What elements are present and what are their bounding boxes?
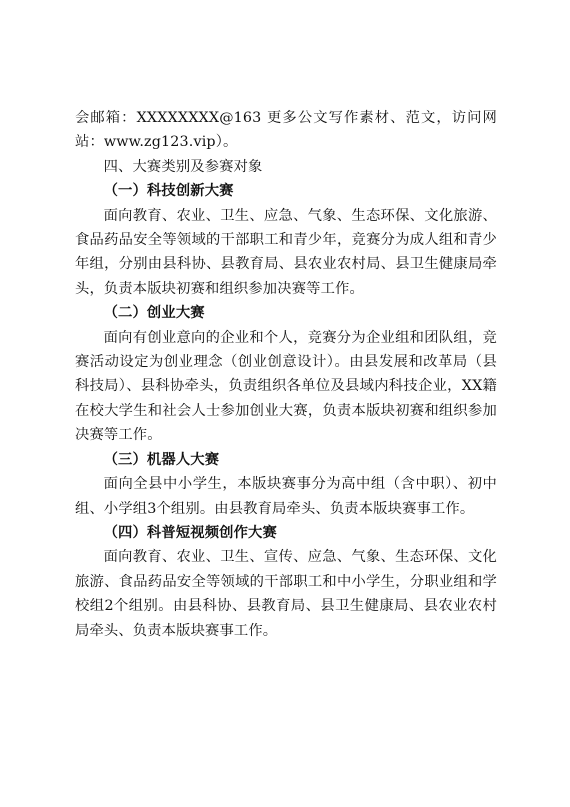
category-body-short-video: 面向教育、农业、卫生、宣传、应急、气象、生态环保、文化旅游、食品药品安全等领域的干部职工和中小学生，分职业组和学校组2个组别。由县科协、县教育局、县卫生健康局、县农业农村局牵头、负责本版块赛事工作。 — [75, 549, 497, 639]
section-title: 四、大赛类别及参赛对象 — [103, 158, 263, 175]
document-body — [75, 106, 497, 643]
category-title-entrepreneurship: （二）创业大赛 — [103, 305, 205, 322]
category-body-tech-innovation: 面向教育、农业、卫生、应急、气象、生态环保、文化旅游、食品药品安全等领域的干部职工和青少年，竞赛分为成人组和青少年组，分别由县科协、县教育局、县农业农村局、县卫生健康局牵头，负责本版块初赛和组织参加决赛等工作。 — [75, 207, 497, 297]
category-title-robotics: （三）机器人大赛 — [103, 451, 220, 468]
category-body-entrepreneurship: 面向有创业意向的企业和个人，竞赛分为企业组和团队组，竞赛活动设定为创业理念（创业创意设计）。由县发展和改革局（县科技局）、县科协牵头，负责组织各单位及县域内科技企业，XX籍在校大学生和社会人士参加创业大赛，负责本版块初赛和组织参加决赛等工作。 — [75, 329, 497, 444]
intro-paragraph: 会邮箱：XXXXXXXX@163 更多公文写作素材、范文，访问网站：www.zg123.vip）。 — [75, 110, 497, 151]
category-title-tech-innovation: （一）科技创新大赛 — [103, 183, 234, 200]
category-title-short-video: （四）科普短视频创作大赛 — [103, 524, 277, 541]
category-body-robotics: 面向全县中小学生，本版块赛事分为高中组（含中职）、初中组、小学组3个组别。由县教育局牵头、负责本版块赛事工作。 — [75, 476, 497, 517]
